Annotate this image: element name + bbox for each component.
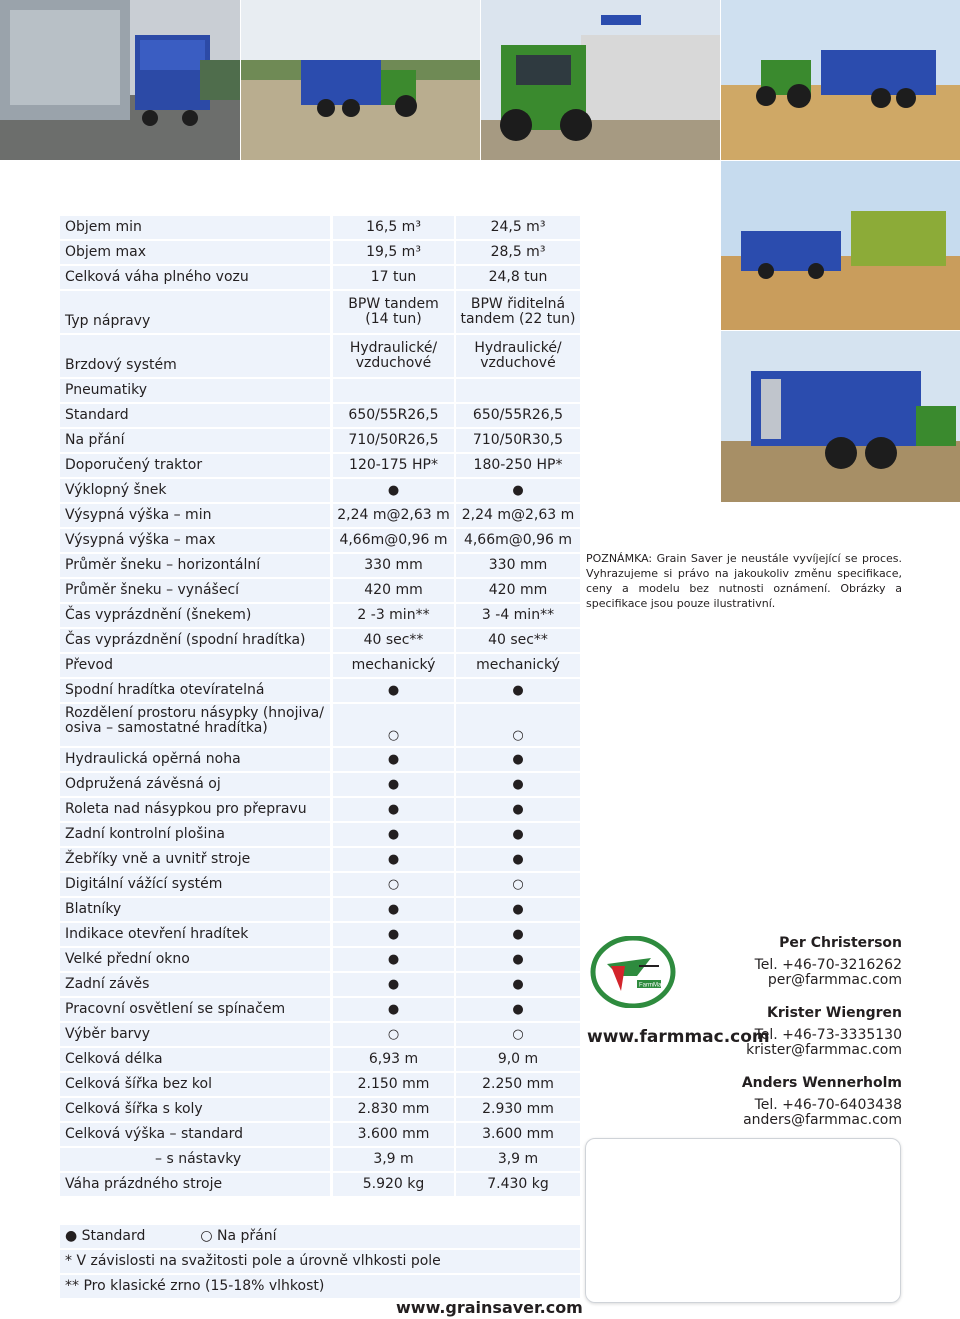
spec-row	[60, 679, 580, 702]
spec-value-text: 3.600 mm	[482, 1126, 554, 1142]
contact-name: Per Christerson	[779, 935, 902, 951]
spec-row	[60, 454, 580, 477]
spec-value-small	[333, 798, 454, 821]
footnote-single-star: * V závislosti na svažitosti pole a úrovně vlhkosti pole	[60, 1250, 580, 1273]
spec-row	[60, 529, 580, 552]
spec-label: Typ nápravy	[60, 291, 330, 333]
spec-value-text: 120-175 HP*	[349, 457, 438, 473]
standard-dot-icon: ●	[387, 802, 400, 817]
footnote-double-star: ** Pro klasické zrno (15-18% vlhkost)	[60, 1275, 580, 1298]
spec-value-text: 3 -4 min**	[481, 607, 555, 623]
spec-value-small	[333, 629, 454, 652]
spec-label: Celková váha plného vozu	[60, 266, 330, 289]
spec-value-large	[456, 798, 580, 821]
spec-value-large	[456, 454, 580, 477]
spec-value-large	[456, 216, 580, 239]
spec-value-large	[456, 629, 580, 652]
spec-value-text: mechanický	[351, 657, 436, 673]
contact-phone[interactable]: Tel. +46-70-6403438	[754, 1097, 902, 1113]
spec-row	[60, 1023, 580, 1046]
contact-name: Anders Wennerholm	[741, 1075, 902, 1091]
spec-label: Výsypná výška – max	[60, 529, 330, 552]
spec-label: Blatníky	[60, 898, 330, 921]
spec-value-large	[456, 898, 580, 921]
spec-label: Váha prázdného stroje	[60, 1173, 330, 1196]
spec-value-small	[333, 554, 454, 577]
legend-optional: ○ Na přání	[200, 1228, 277, 1244]
spec-value-large	[456, 429, 580, 452]
note	[586, 551, 902, 611]
standard-dot-icon: ●	[512, 852, 524, 867]
spec-value-small	[333, 429, 454, 452]
spec-value-small	[333, 479, 454, 502]
spec-value-line: tandem (22 tun)	[460, 311, 576, 327]
spec-label: Celková výška – standard	[60, 1123, 330, 1146]
spec-row	[60, 604, 580, 627]
spec-value-large	[456, 335, 580, 377]
spec-value-small	[333, 1048, 454, 1071]
spec-value-large	[456, 773, 580, 796]
spec-value-text: 4,66m@0,96 m	[339, 532, 448, 548]
spec-label: Celková šířka bez kol	[60, 1073, 330, 1096]
spec-value-text: mechanický	[476, 657, 560, 673]
standard-dot-icon: ●	[387, 952, 400, 967]
standard-dot-icon: ●	[387, 752, 400, 767]
spec-value-text: 710/50R30,5	[472, 432, 564, 448]
spec-value-text: 2.830 mm	[357, 1101, 430, 1117]
spec-value-large	[456, 1098, 580, 1121]
spec-value-text: 2 -3 min**	[357, 607, 430, 623]
spec-value-text: 6,93 m	[368, 1051, 419, 1067]
standard-dot-icon: ●	[387, 827, 400, 842]
spec-value-line: BPW tandem	[348, 296, 439, 312]
spec-row	[60, 923, 580, 946]
spec-value-small	[333, 654, 454, 677]
spec-value-small	[333, 848, 454, 871]
spec-label: Spodní hradítka otevíratelná	[60, 679, 330, 702]
spec-value-large	[456, 654, 580, 677]
spec-value-large	[456, 479, 580, 502]
spec-value-large	[456, 291, 580, 333]
grainsaver-link[interactable]: www.grainsaver.com	[396, 1298, 583, 1317]
spec-value-small	[333, 823, 454, 846]
spec-value-text: 650/55R26,5	[348, 407, 439, 423]
spec-value-line: vzduchové	[480, 355, 556, 371]
spec-value-small	[333, 998, 454, 1021]
spec-label: Velké přední okno	[60, 948, 330, 971]
spec-value-small	[333, 291, 454, 333]
spec-row	[60, 579, 580, 602]
spec-label: Průměr šneku – vynášecí	[60, 579, 330, 602]
spec-row	[60, 823, 580, 846]
spec-value-large	[456, 704, 580, 746]
spec-value-text: 3.600 mm	[357, 1126, 430, 1142]
spec-value-large	[456, 948, 580, 971]
spec-row	[60, 216, 580, 239]
spec-value-text: 40 sec**	[488, 632, 548, 648]
spec-value-large	[456, 554, 580, 577]
spec-label: Žebříky vně a uvnitř stroje	[60, 848, 330, 871]
spec-value-text: 4,66m@0,96 m	[463, 532, 573, 548]
standard-dot-icon: ●	[387, 683, 400, 698]
spec-value-text: 3,9 m	[373, 1151, 414, 1167]
spec-label: Čas vyprázdnění (šnekem)	[60, 604, 330, 627]
spec-value-large	[456, 1048, 580, 1071]
standard-dot-icon: ●	[512, 952, 524, 967]
spec-value-text: 24,8 tun	[488, 269, 548, 285]
standard-dot-icon: ●	[387, 1002, 400, 1017]
standard-dot-icon: ●	[512, 827, 524, 842]
spec-value-text: 420 mm	[364, 582, 423, 598]
spec-value-large	[456, 1023, 580, 1046]
spec-value-large	[456, 604, 580, 627]
contact-krister	[746, 1006, 902, 1058]
spec-value-line: Hydraulické/	[349, 340, 438, 356]
spec-value-large	[456, 998, 580, 1021]
logo-text: FarmMac	[639, 982, 665, 989]
spec-value-small	[333, 404, 454, 427]
spec-row	[60, 873, 580, 896]
spec-value-small	[333, 748, 454, 771]
photo-tractor-loading-truck	[481, 0, 720, 160]
spec-row	[60, 948, 580, 971]
spec-value-text: 5.920 kg	[362, 1176, 425, 1192]
spec-label: Výklopný šnek	[60, 479, 330, 502]
spec-value-text: 330 mm	[488, 557, 548, 573]
spec-label: Průměr šneku – horizontální	[60, 554, 330, 577]
spec-value-small	[333, 454, 454, 477]
spec-value-text: 2.250 mm	[482, 1076, 554, 1092]
standard-dot-icon: ●	[387, 483, 400, 498]
spec-value-line: vzduchové	[355, 355, 432, 371]
spec-label: Doporučený traktor	[60, 454, 330, 477]
spec-value-large	[456, 1173, 580, 1196]
spec-value-large	[456, 579, 580, 602]
spec-value-text: 9,0 m	[497, 1051, 539, 1067]
spec-value-text: 650/55R26,5	[472, 407, 564, 423]
spec-value-text: 2.150 mm	[357, 1076, 430, 1092]
spec-label: Digitální vážící systém	[60, 873, 330, 896]
spec-row	[60, 1123, 580, 1146]
farmmac-link[interactable]: www.farmmac.com	[587, 1027, 770, 1047]
spec-value-text: 420 mm	[488, 582, 548, 598]
spec-value-text: 17 tun	[370, 269, 417, 285]
spec-value-text: 2,24 m@2,63 m	[461, 507, 575, 523]
spec-value-small	[333, 1023, 454, 1046]
contact-name: Krister Wiengren	[767, 1005, 902, 1021]
spec-row	[60, 773, 580, 796]
spec-value-text: 2.930 mm	[482, 1101, 554, 1117]
spec-row	[60, 1098, 580, 1121]
spec-row	[60, 266, 580, 289]
spec-label: Objem min	[60, 216, 330, 239]
spec-label-line: Rozdělení prostoru násypky (hnojiva/	[65, 705, 324, 721]
spec-value-large	[456, 748, 580, 771]
spec-row	[60, 429, 580, 452]
spec-value-large	[456, 923, 580, 946]
spec-label: Hydraulická opěrná noha	[60, 748, 330, 771]
spec-value-small	[333, 1148, 454, 1171]
spec-row	[60, 973, 580, 996]
optional-circle-icon: ○	[512, 1027, 524, 1042]
spec-value-small	[333, 1123, 454, 1146]
spec-row	[60, 848, 580, 871]
spec-row	[60, 379, 580, 402]
standard-dot-icon: ●	[512, 683, 524, 698]
contact-phone[interactable]: Tel. +46-70-3216262	[754, 957, 902, 973]
spec-row	[60, 554, 580, 577]
spec-value-large	[456, 1123, 580, 1146]
spec-row	[60, 898, 580, 921]
spec-value-large	[456, 848, 580, 871]
standard-dot-icon: ●	[512, 483, 524, 498]
standard-dot-icon: ●	[387, 977, 400, 992]
spec-value-small	[333, 529, 454, 552]
spec-value-line: (14 tun)	[365, 311, 422, 327]
spec-value-small	[333, 948, 454, 971]
spec-label: – s nástavky	[60, 1148, 330, 1171]
spec-table	[60, 216, 580, 1198]
spec-value-small	[333, 873, 454, 896]
spec-value-large	[456, 504, 580, 527]
optional-circle-icon: ○	[387, 728, 400, 743]
legend	[60, 1225, 580, 1300]
spec-value-small	[333, 504, 454, 527]
photo-combine-harvester	[721, 161, 960, 330]
spec-value-large	[456, 873, 580, 896]
spec-row	[60, 404, 580, 427]
note-text: Grain Saver je neustále vyvíjející se proces. Vyhrazujeme si právo na jakoukoliv změnu specifikace, ceny a modelu bez nutnosti oznámení. Obrázky a specifikace jsou pouze ilustrativní.	[586, 552, 903, 610]
spec-value-small	[333, 379, 454, 402]
standard-dot-icon: ●	[387, 927, 400, 942]
spec-value-large	[456, 529, 580, 552]
spec-value-large	[456, 823, 580, 846]
spec-value-small	[333, 579, 454, 602]
photo-trucks-wet-road	[0, 0, 240, 160]
standard-dot-icon: ●	[387, 852, 400, 867]
spec-label: Celková šířka s koly	[60, 1098, 330, 1121]
spec-label: Celková délka	[60, 1048, 330, 1071]
spec-row	[60, 479, 580, 502]
spec-value-text: 710/50R26,5	[348, 432, 439, 448]
spec-label: Indikace otevření hradítek	[60, 923, 330, 946]
spec-value-line: Hydraulické/	[474, 340, 562, 356]
spec-label: Zadní závěs	[60, 973, 330, 996]
standard-dot-icon: ●	[512, 752, 524, 767]
spec-row	[60, 629, 580, 652]
spec-row	[60, 291, 580, 333]
spec-row	[60, 1173, 580, 1196]
spec-value-large	[456, 241, 580, 264]
standard-dot-icon: ●	[512, 977, 524, 992]
spec-label: Pneumatiky	[60, 379, 330, 402]
farmmac-logo-icon	[589, 936, 677, 1008]
spec-value-large	[456, 1073, 580, 1096]
spec-value-small	[333, 1073, 454, 1096]
photo-trailer-side	[721, 331, 960, 502]
spec-row	[60, 241, 580, 264]
spec-value-text: 2,24 m@2,63 m	[337, 507, 450, 523]
spec-value-small	[333, 973, 454, 996]
spec-value-large	[456, 404, 580, 427]
photo-tractor-trailer-harvest	[721, 0, 960, 160]
standard-dot-icon: ●	[512, 902, 524, 917]
optional-circle-icon: ○	[512, 728, 524, 743]
spec-label	[60, 704, 330, 746]
empty-panel	[585, 1138, 901, 1303]
optional-circle-icon: ○	[387, 877, 400, 892]
spec-value-text: 7.430 kg	[487, 1176, 549, 1192]
contact-phone[interactable]: Tel. +46-73-3335130	[754, 1027, 902, 1043]
spec-value-text: 24,5 m³	[490, 219, 546, 235]
optional-circle-icon: ○	[387, 1027, 400, 1042]
standard-dot-icon: ●	[387, 777, 400, 792]
spec-row	[60, 1148, 580, 1171]
spec-value-large	[456, 266, 580, 289]
contact-per	[755, 936, 902, 988]
contact-email[interactable]: per@farmmac.com	[767, 972, 902, 988]
spec-row	[60, 998, 580, 1021]
legend-symbols	[60, 1225, 580, 1248]
spec-label: Výsypná výška – min	[60, 504, 330, 527]
spec-value-text: 330 mm	[364, 557, 423, 573]
spec-value-small	[333, 1098, 454, 1121]
spec-row	[60, 748, 580, 771]
spec-label: Standard	[60, 404, 330, 427]
spec-label: Roleta nad násypkou pro přepravu	[60, 798, 330, 821]
spec-label: Výběr barvy	[60, 1023, 330, 1046]
spec-value-text: 16,5 m³	[366, 219, 421, 235]
spec-value-small	[333, 679, 454, 702]
spec-row	[60, 335, 580, 377]
spec-label: Pracovní osvětlení se spínačem	[60, 998, 330, 1021]
spec-value-small	[333, 241, 454, 264]
spec-value-small	[333, 216, 454, 239]
spec-value-small	[333, 898, 454, 921]
spec-label: Objem max	[60, 241, 330, 264]
standard-dot-icon: ●	[512, 1002, 524, 1017]
spec-value-small	[333, 704, 454, 746]
spec-row	[60, 1073, 580, 1096]
spec-value-line: BPW řiditelná	[470, 296, 566, 312]
spec-value-large	[456, 973, 580, 996]
spec-row	[60, 704, 580, 746]
spec-value-large	[456, 379, 580, 402]
note-heading: POZNÁMKA:	[586, 552, 653, 565]
spec-value-small	[333, 335, 454, 377]
optional-circle-icon: ○	[512, 877, 524, 892]
spec-value-text: 19,5 m³	[366, 244, 421, 260]
spec-value-small	[333, 923, 454, 946]
spec-label: Čas vyprázdnění (spodní hradítka)	[60, 629, 330, 652]
standard-dot-icon: ●	[512, 777, 524, 792]
spec-value-small	[333, 604, 454, 627]
contact-anders	[742, 1076, 902, 1128]
legend-standard: ● Standard	[65, 1228, 146, 1244]
spec-row	[60, 1048, 580, 1071]
spec-row	[60, 654, 580, 677]
spec-label: Převod	[60, 654, 330, 677]
spec-value-small	[333, 1173, 454, 1196]
standard-dot-icon: ●	[512, 802, 524, 817]
spec-value-large	[456, 679, 580, 702]
spec-value-small	[333, 773, 454, 796]
contact-email[interactable]: anders@farmmac.com	[743, 1112, 902, 1128]
spec-value-large	[456, 1148, 580, 1171]
spec-row	[60, 504, 580, 527]
spec-label: Zadní kontrolní plošina	[60, 823, 330, 846]
standard-dot-icon: ●	[387, 902, 400, 917]
spec-label-line: osiva – samostatné hradítka)	[65, 720, 268, 736]
standard-dot-icon: ●	[512, 927, 524, 942]
spec-label: Odpružená závěsná oj	[60, 773, 330, 796]
spec-value-text: 3,9 m	[497, 1151, 539, 1167]
spec-value-small	[333, 266, 454, 289]
spec-value-text: 40 sec**	[363, 632, 424, 648]
spec-value-text: 180-250 HP*	[473, 457, 563, 473]
spec-label: Brzdový systém	[60, 335, 330, 377]
spec-row	[60, 798, 580, 821]
contact-email[interactable]: krister@farmmac.com	[746, 1042, 902, 1058]
spec-value-text: 28,5 m³	[490, 244, 546, 260]
photo-tractor-field	[241, 0, 480, 160]
spec-label: Na přání	[60, 429, 330, 452]
